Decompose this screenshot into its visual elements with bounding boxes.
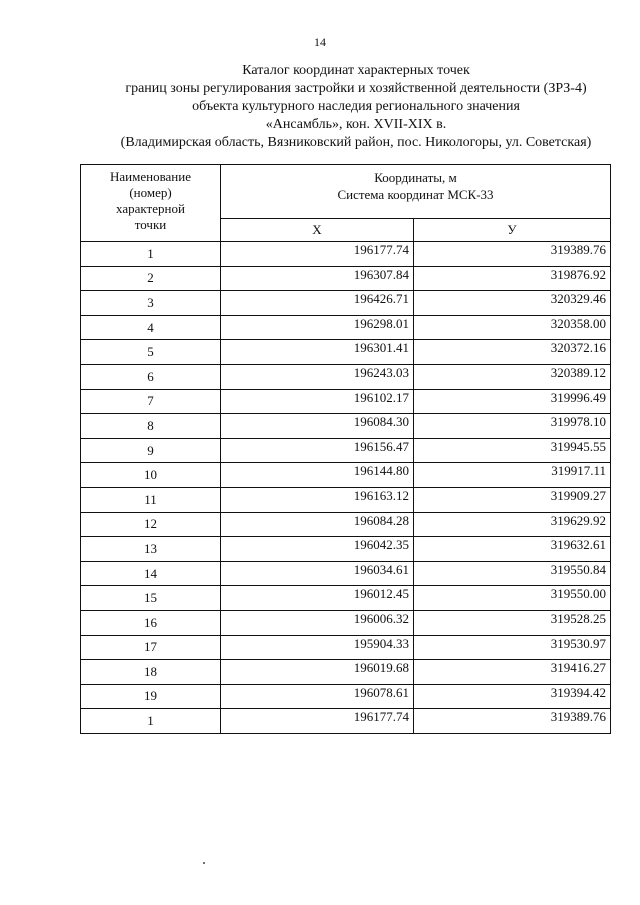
point-number-cell: 6	[81, 364, 221, 389]
x-coordinate-cell: 196084.28	[221, 512, 414, 537]
point-number-cell: 8	[81, 414, 221, 439]
point-number-cell: 9	[81, 438, 221, 463]
header-name-line: характерной	[116, 201, 185, 216]
y-coordinate-cell: 319917.11	[414, 463, 611, 488]
y-coordinate-cell: 319876.92	[414, 266, 611, 291]
table-row	[81, 315, 611, 340]
header-y: У	[414, 219, 611, 242]
table-row	[81, 610, 611, 635]
x-coordinate-cell: 196078.61	[221, 684, 414, 709]
table-row	[81, 438, 611, 463]
y-coordinate-cell: 320358.00	[414, 315, 611, 340]
y-coordinate-cell: 319528.25	[414, 610, 611, 635]
header-point-name	[81, 165, 221, 242]
header-name-line: точки	[134, 217, 167, 232]
title-line: «Ансамбль», кон. XVII-XIX в.	[265, 117, 447, 132]
x-coordinate-cell: 196307.84	[221, 266, 414, 291]
header-coords-line: Система координат МСК-33	[337, 187, 494, 202]
y-coordinate-cell: 319909.27	[414, 487, 611, 512]
y-coordinate-cell: 320372.16	[414, 340, 611, 365]
coordinates-table	[80, 164, 611, 734]
table-row	[81, 389, 611, 414]
x-coordinate-cell: 196084.30	[221, 414, 414, 439]
x-coordinate-cell: 196177.74	[221, 242, 414, 267]
table-row	[81, 660, 611, 685]
table-row	[81, 537, 611, 562]
header-coords-line: Координаты, м	[374, 170, 457, 185]
table-row	[81, 414, 611, 439]
point-number-cell: 15	[81, 586, 221, 611]
y-coordinate-cell: 319550.84	[414, 561, 611, 586]
scan-speck	[203, 862, 205, 864]
y-coordinate-cell: 319978.10	[414, 414, 611, 439]
table-row	[81, 463, 611, 488]
table-row	[81, 512, 611, 537]
point-number-cell: 3	[81, 291, 221, 316]
x-coordinate-cell: 196177.74	[221, 709, 414, 734]
table-row	[81, 266, 611, 291]
table-row	[81, 709, 611, 734]
table-row	[81, 340, 611, 365]
title-line: границ зоны регулирования застройки и хозяйственной деятельности (ЗРЗ-4)	[125, 81, 587, 96]
point-number-cell: 19	[81, 684, 221, 709]
header-x: X	[221, 219, 414, 242]
x-coordinate-cell: 196144.80	[221, 463, 414, 488]
x-coordinate-cell: 196042.35	[221, 537, 414, 562]
x-coordinate-cell: 196034.61	[221, 561, 414, 586]
point-number-cell: 10	[81, 463, 221, 488]
x-coordinate-cell: 196163.12	[221, 487, 414, 512]
table-row	[81, 561, 611, 586]
point-number-cell: 13	[81, 537, 221, 562]
y-coordinate-cell: 319629.92	[414, 512, 611, 537]
y-coordinate-cell: 319389.76	[414, 242, 611, 267]
point-number-cell: 4	[81, 315, 221, 340]
title-line: Каталог координат характерных точек	[242, 63, 470, 78]
header-coordinates	[221, 165, 611, 219]
table-row	[81, 242, 611, 267]
table-row	[81, 291, 611, 316]
point-number-cell: 7	[81, 389, 221, 414]
header-name-line: Наименование	[110, 169, 191, 184]
header-name-line: (номер)	[129, 185, 172, 200]
y-coordinate-cell: 319550.00	[414, 586, 611, 611]
x-coordinate-cell: 196012.45	[221, 586, 414, 611]
y-coordinate-cell: 319996.49	[414, 389, 611, 414]
table-row	[81, 684, 611, 709]
table-row	[81, 364, 611, 389]
x-coordinate-cell: 196298.01	[221, 315, 414, 340]
y-coordinate-cell: 319394.42	[414, 684, 611, 709]
title-line: объекта культурного наследия регионального значения	[192, 99, 520, 114]
point-number-cell: 1	[81, 709, 221, 734]
y-coordinate-cell: 319416.27	[414, 660, 611, 685]
x-coordinate-cell: 195904.33	[221, 635, 414, 660]
point-number-cell: 2	[81, 266, 221, 291]
x-coordinate-cell: 196102.17	[221, 389, 414, 414]
y-coordinate-cell: 319530.97	[414, 635, 611, 660]
title-line: (Владимирская область, Вязниковский район, пос. Никологоры, ул. Советская)	[120, 135, 592, 150]
x-coordinate-cell: 196426.71	[221, 291, 414, 316]
y-coordinate-cell: 319389.76	[414, 709, 611, 734]
table-row	[81, 586, 611, 611]
table-row	[81, 635, 611, 660]
document-title	[96, 62, 616, 152]
point-number-cell: 14	[81, 561, 221, 586]
x-coordinate-cell: 196156.47	[221, 438, 414, 463]
point-number-cell: 18	[81, 660, 221, 685]
y-coordinate-cell: 319945.55	[414, 438, 611, 463]
y-coordinate-cell: 320389.12	[414, 364, 611, 389]
point-number-cell: 16	[81, 610, 221, 635]
point-number-cell: 5	[81, 340, 221, 365]
point-number-cell: 17	[81, 635, 221, 660]
x-coordinate-cell: 196243.03	[221, 364, 414, 389]
point-number-cell: 1	[81, 242, 221, 267]
page-number: 14	[314, 35, 326, 49]
point-number-cell: 12	[81, 512, 221, 537]
x-coordinate-cell: 196301.41	[221, 340, 414, 365]
x-coordinate-cell: 196019.68	[221, 660, 414, 685]
table-row	[81, 487, 611, 512]
point-number-cell: 11	[81, 487, 221, 512]
x-coordinate-cell: 196006.32	[221, 610, 414, 635]
y-coordinate-cell: 320329.46	[414, 291, 611, 316]
y-coordinate-cell: 319632.61	[414, 537, 611, 562]
